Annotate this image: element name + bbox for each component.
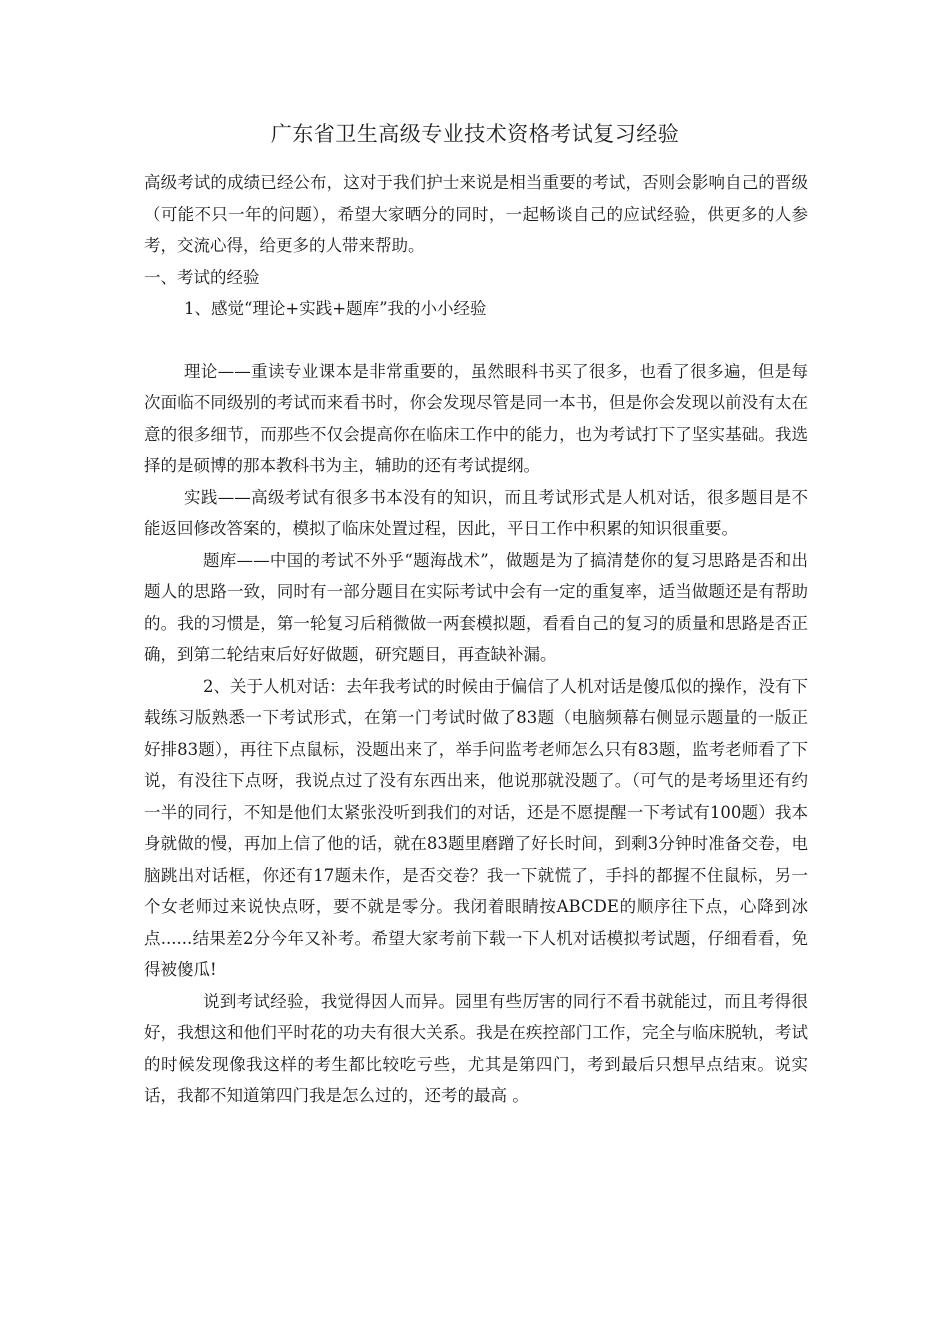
human-machine-paragraph: 2、关于人机对话：去年我考试的时候由于偏信了人机对话是傻瓜似的操作，没有下载练习版熟悉一下考试形式，在第一门考试时做了83题（电脑频幕右侧显示题量的一版正好排83题），再往下点鼠标，没题出来了，举手问监考老师怎么只有83题，监考老师看了下说，有没往下点呀，我说点过了没有东西出来，他说那就没题了。（可气的是考场里还有约一半的同行，不知是他们太紧张没听到我们的对话，还是不愿提醒一下考试有100题）我本身就做的慢，再加上信了他的话，就在83题里磨蹭了好长时间，到剩3分钟时准备交卷，电脑跳出对话框，你还有17题未作，是否交卷？我一下就慌了，手抖的都握不住鼠标，另一个女老师过来说快点呀，要不就是零分。我闭着眼睛按ABCDE的顺序往下点，心降到冰点......结果差2分今年又补考。希望大家考前下载一下人机对话模拟考试题，仔细看看，免得被傻瓜! bbox=[144, 676, 808, 979]
section-heading: 一、考试的经验 bbox=[144, 267, 260, 287]
subsection-heading: 1、感觉“理论+实践+题库”我的小小经验 bbox=[184, 299, 487, 318]
intro-paragraph: 高级考试的成绩已经公布，这对于我们护士来说是相当重要的考试，否则会影响自己的晋级（可能不只一年的问题），希望大家晒分的同时，一起畅谈自己的应试经验，供更多的人参考，交流心得，给更多的人带来帮助。 bbox=[144, 173, 808, 255]
closing-paragraph: 说到考试经验，我觉得因人而异。园里有些厉害的同行不看书就能过，而且考得很好，我想这和他们平时花的功夫有很大关系。我是在疾控部门工作，完全与临床脱轨，考试的时候发现像我这样的考生都比较吃亏些，尤其是第四门，考到最后只想早点结束。说实话，我都不知道第四门我是怎么过的，还考的最高 。 bbox=[144, 991, 808, 1105]
document-title: 广东省卫生高级专业技术资格考试复习经验 bbox=[270, 122, 680, 146]
document-body bbox=[144, 167, 808, 1112]
blank-line bbox=[144, 325, 808, 356]
question-bank-paragraph: 题库——中国的考试不外乎“题海战术”，做题是为了搞清楚你的复习思路是否和出题人的思路一致，同时有一部分题目在实际考试中会有一定的重复率，适当做题还是有帮助的。我的习惯是，第一轮复习后稍微做一两套模拟题，看看自己的复习的质量和思路是否正确，到第二轮结束后好好做题，研究题目，再查缺补漏。 bbox=[144, 550, 808, 664]
theory-paragraph: 理论——重读专业课本是非常重要的，虽然眼科书买了很多，也看了很多遍，但是每次面临不同级别的考试而来看书时，你会发现尽管是同一本书，但是你会发现以前没有太在意的很多细节，而那些不仅会提高你在临床工作中的能力，也为考试打下了坚实基础。我选择的是硕博的那本教科书为主，辅助的还有考试提纲。 bbox=[144, 361, 808, 475]
practice-paragraph: 实践——高级考试有很多书本没有的知识，而且考试形式是人机对话，很多题目是不能返回修改答案的，模拟了临床处置过程，因此，平日工作中积累的知识很重要。 bbox=[144, 487, 808, 538]
